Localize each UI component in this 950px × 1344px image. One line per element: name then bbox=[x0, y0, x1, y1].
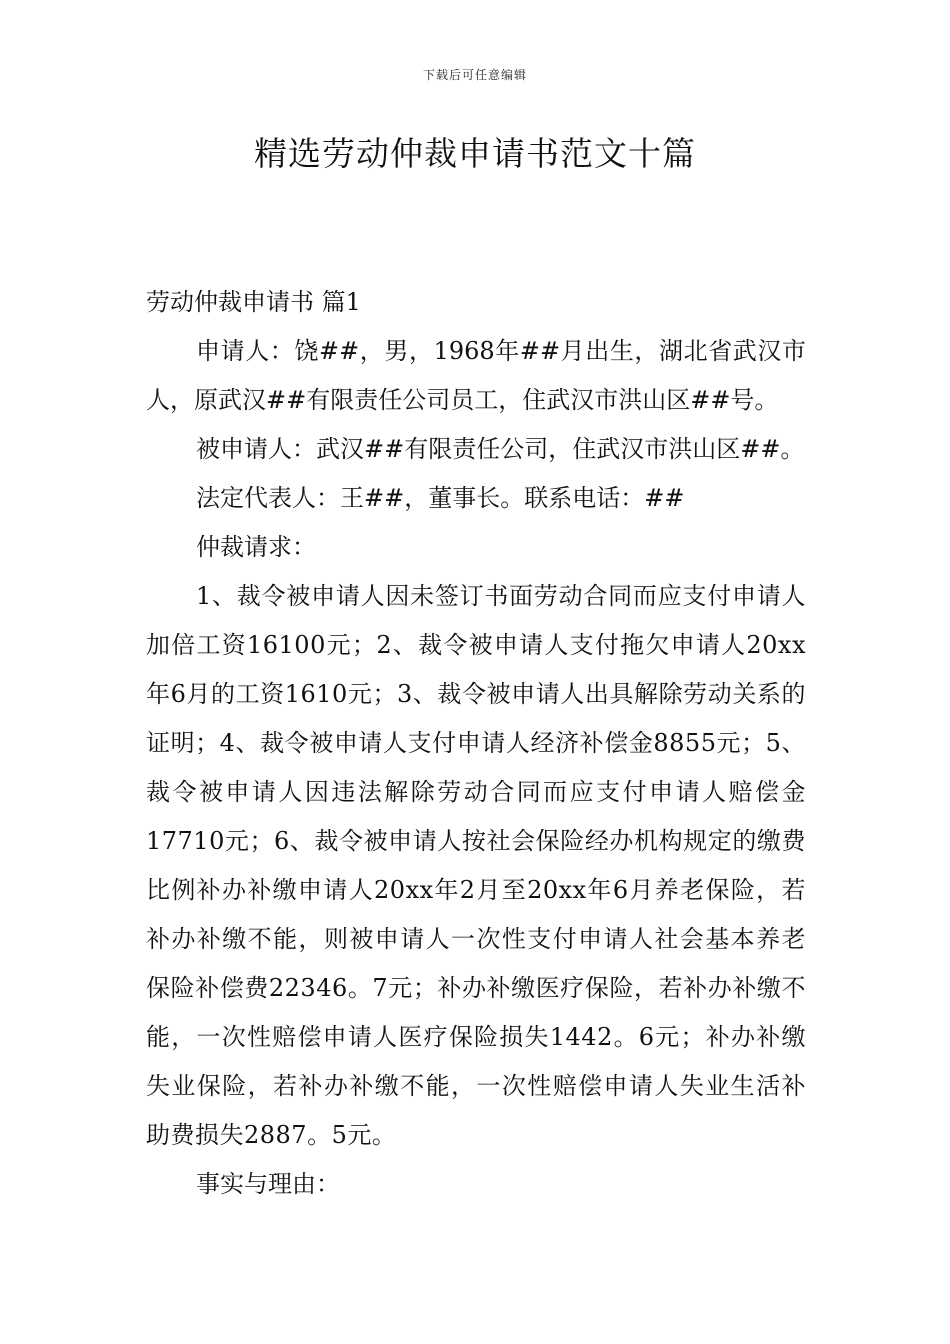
respondent-paragraph: 被申请人：武汉##有限责任公司，住武汉市洪山区##。 bbox=[196, 435, 805, 463]
section-heading: 劳动仲裁申请书 篇1 bbox=[146, 288, 361, 316]
header-note: 下载后可任意编辑 bbox=[422, 68, 527, 82]
claims-body: 1、裁令被申请人因未签订书面劳动合同而应支付申请人加倍工资16100元；2、裁令被申请人支付拖欠申请人20xx年6月的工资1610元；3、裁令被申请人出具解除劳动关系的证明；4、裁令被申请人支付申请人经济补偿金8855元；5、裁令被申请人因违法解除劳动合同而应支付申请人赔偿金17710元；6、裁令被申请人按社会保险经办机构规定的缴费比例补办补缴申请人20xx年2月至20xx年6月养老保险，若补办补缴不能，则被申请人一次性支付申请人社会基本养老保险补偿费22346。7元；补办补缴医疗保险，若补办补缴不能，一次性赔偿申请人医疗保险损失1442。6元；补办补缴失业保险，若补办补缴不能，一次性赔偿申请人失业生活补助费损失2887。5元。 bbox=[146, 582, 806, 1149]
document-title: 精选劳动仲裁申请书范文十篇 bbox=[254, 134, 696, 173]
document-body bbox=[146, 278, 806, 1209]
legal-representative-paragraph: 法定代表人：王##，董事长。联系电话：## bbox=[196, 484, 685, 512]
applicant-paragraph: 申请人：饶##，男，1968年##月出生，湖北省武汉市人，原武汉##有限责任公司员工，住武汉市洪山区##号。 bbox=[146, 337, 806, 414]
facts-heading: 事实与理由： bbox=[196, 1170, 340, 1198]
claims-heading: 仲裁请求： bbox=[196, 533, 316, 561]
